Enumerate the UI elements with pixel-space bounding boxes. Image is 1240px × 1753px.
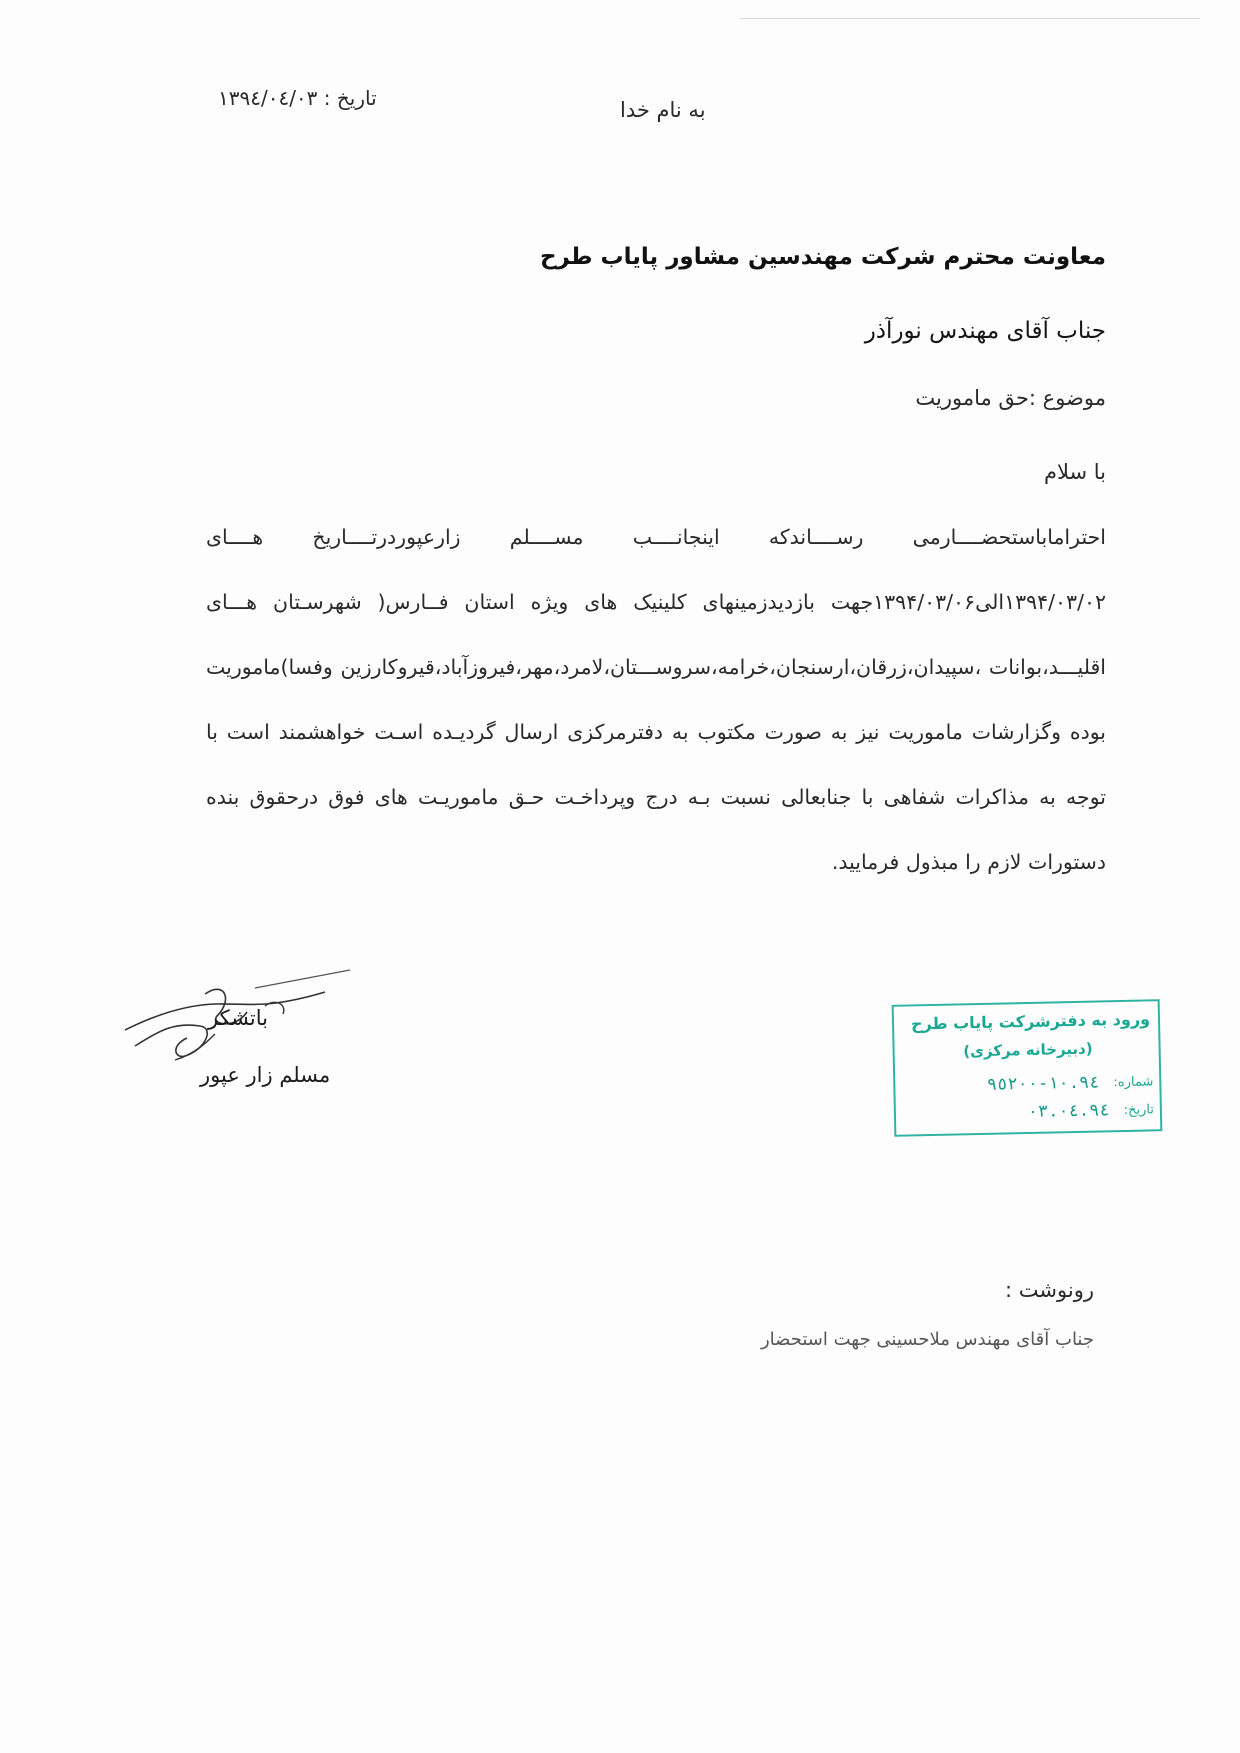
stamp-title: ورود به دفترشرکت پایاب طرح bbox=[910, 1009, 1151, 1034]
receipt-stamp bbox=[892, 999, 1163, 1137]
date-label: تاریخ : bbox=[323, 86, 377, 110]
copy-label: رونوشت : bbox=[1005, 1278, 1094, 1302]
stamp-number-value: ۱۰.۹٤-۹٥٢۰۰ bbox=[986, 1072, 1100, 1095]
letter-body: احتراماباستحضــــارمی رســــاندکه اینجانــــب مســــلم زارعپوردرتــــاریخ هــــای ۱۳۹۴/۰۳/۰۲الی۱۳۹۴/۰۳/۰۶جهت بازدیدزمینهای کلینیک های ویژه استان فــارس( شهرسـتان هـــای اقلیـــد،بوانات ،سپیدان،زرقان،ارسنجان،خرامه،سروســـتان،لامرد،مهر،فیروزآباد،قیروکارزین وفسا)ماموریت بوده وگزارشات ماموریت نیز به صورت مکتوب به دفترمرکزی ارسال گردیـده اسـت خواهشمند است با توجه به مذاکرات شفاهی با جنابعالی نسبت بـه درج وپرداخـت حـق ماموریـت های فوق درحقوق بنده دستورات لازم را مبذول فرمایید. bbox=[206, 525, 1106, 874]
sender-name: مسلم زار عپور bbox=[200, 1063, 331, 1087]
addressee-line: جناب آقای مهندس نورآذر bbox=[864, 318, 1106, 344]
copy-recipient-line: جناب آقای مهندس ملاحسینی جهت استحضار bbox=[760, 1329, 1094, 1350]
scan-edge-line bbox=[740, 18, 1200, 19]
letter-date bbox=[218, 86, 377, 110]
date-value: ۱۳۹٤/۰٤/۰۳ bbox=[218, 86, 318, 110]
greeting-line: با سلام bbox=[1043, 460, 1106, 484]
recipient-line: معاونت محترم شرکت مهندسین مشاور پایاب طرح bbox=[539, 244, 1106, 270]
stamp-date-value: ۹٤.۰٤.۰۳ bbox=[1027, 1100, 1110, 1122]
stamp-date-row bbox=[1028, 1099, 1155, 1122]
closing-text: باتشکر bbox=[208, 1006, 269, 1030]
subject-line: موضوع :حق ماموریت bbox=[915, 386, 1106, 410]
stamp-number-label: شماره: bbox=[1113, 1073, 1154, 1090]
basmala-heading: به نام خدا bbox=[620, 98, 706, 122]
stamp-subtitle: (دبیرخانه مرکزی) bbox=[963, 1039, 1093, 1061]
stamp-date-label: تاریخ: bbox=[1123, 1101, 1155, 1118]
stamp-number-row bbox=[987, 1071, 1154, 1094]
